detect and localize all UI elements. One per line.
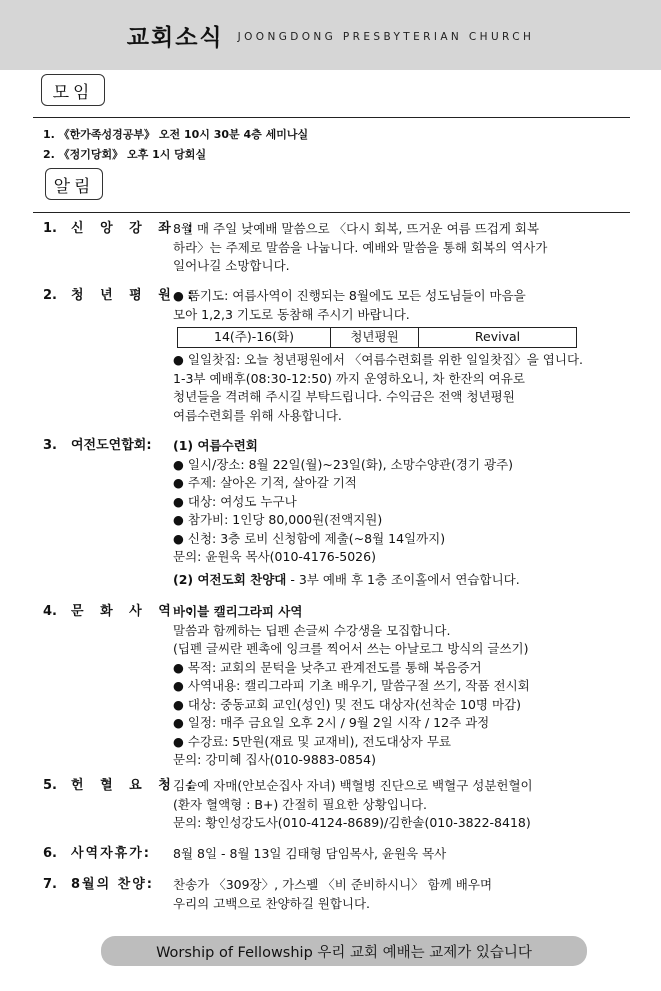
notices-heading: 알림 — [45, 168, 103, 200]
notice-label: 여전도연합회: — [71, 438, 152, 453]
notice-number: 4. — [43, 604, 57, 619]
notice-label: 사역자휴가: — [71, 846, 151, 861]
notice-number: 1. — [43, 221, 57, 236]
footer-banner: Worship of Fellowship 우리 교회 예배는 교제가 있습니다 — [101, 936, 587, 966]
notice-body: 찬송가 〈309장〉, 가스펠 〈비 준비하시니〉 함께 배우며 우리의 고백으로 찬양하길 원합니다. — [173, 877, 493, 911]
notice-label: 헌 혈 요 청 : — [71, 778, 199, 793]
notice-body: (1) 여름수련회 ● 일시/장소: 8월 22일(월)~23일(화), 소망수양관(경기 광주) ● 주제: 살아온 기적, 살아갈 기적 ● 대상: 여성도 누구나 ● 참가비: 1인당 80,000원(전액지원) ● 신청: 3층 로비 신청함에 제출(~8월 14일까지) 문의: 윤원욱 목사(010-4176-5026) (2) 여전도회 찬양대 - 3부 예배 후 1층 조이홀에서 연습합니다. — [173, 438, 520, 587]
divider — [33, 117, 630, 118]
notice-label: 청 년 평 원 : — [71, 288, 199, 303]
page-title: 교회소식 — [126, 24, 224, 51]
meetings-heading: 모임 — [41, 74, 105, 106]
notice-body: 8월 8일 - 8월 13일 김태형 담임목사, 윤원욱 목사 — [173, 846, 447, 861]
notice-label: 문 화 사 역 : — [71, 604, 199, 619]
notice-label: 신 앙 강 좌 : — [71, 221, 199, 236]
notice-body: 바이블 캘리그라피 사역 말씀과 함께하는 딥펜 손글씨 수강생을 모집합니다. (딥펜 글씨란 펜촉에 잉크를 찍어서 쓰는 아날로그 방식의 글쓰기) ● 목적: 교회의 문턱을 낮추고 관계전도를 통해 복음증거 ● 사역내용: 캘리그라피 기초 배우기, 말씀구절 쓰기, 작품 전시회 ● 대상: 중동교회 교인(성인) 및 전도 대상자(선착순 10명 마감) ● 일정: 매주 금요일 오후 2시 / 9월 2일 시작 / 12주 과정 ● 수강료: 5만원(재료 및 교재비), 전도대상자 무료 문의: 강미혜 집사(010-9883-0854) — [173, 604, 530, 767]
notice-body: ● 품기도: 여름사역이 진행되는 8월에도 모든 성도님들이 마음을 모아 1,2,3 기도로 동참해 주시기 바랍니다. 14(주)-16(화) 청년평원 Revival ● 일일찻집: 오늘 청년평원에서 〈여름수련회를 위한 일일찻집〉을 엽니다. 1-3부 예배후(08:30-12:50) 까지 운영하오니, 차 한잔의 여유로 청년들을 격려해 주시길 부탁드립니다. 수익금은 전액 청년평원 여름수련회를 위해 사용합니다. — [173, 288, 584, 423]
notice-body: 8월 매 주일 낮예배 말씀으로 〈다시 회복, 뜨거운 여름 뜨겁게 회복 하라〉는 주제로 말씀을 나눕니다. 예배와 말씀을 통해 회복의 역사가 일어나길 소망합니다. — [173, 221, 548, 273]
notice-label: 8월의 찬양: — [71, 877, 155, 892]
table-cell: Revival — [419, 328, 577, 348]
divider — [33, 212, 630, 213]
schedule-table — [177, 327, 577, 348]
header-bar — [0, 0, 661, 70]
table-cell: 청년평원 — [331, 328, 419, 348]
notice-number: 6. — [43, 846, 57, 861]
church-name: JOONGDONG PRESBYTERIAN CHURCH — [237, 31, 535, 43]
notice-number: 2. — [43, 288, 57, 303]
notice-number: 3. — [43, 438, 57, 453]
notice-number: 5. — [43, 778, 57, 793]
meeting-item: 2. 《정기당회》 오후 1시 당회실 — [43, 148, 207, 161]
meeting-item: 1. 《한가족성경공부》 오전 10시 30분 4층 세미나실 — [43, 128, 309, 141]
notice-body: 김슬예 자매(안보순집사 자녀) 백혈병 진단으로 백혈구 성분헌혈이 (환자 혈액형 : B+) 간절히 필요한 상황입니다. 문의: 황인성강도사(010-4124-8689)/김한솔(010-3822-8418) — [173, 778, 533, 830]
notice-number: 7. — [43, 877, 57, 892]
table-cell: 14(주)-16(화) — [178, 328, 331, 348]
